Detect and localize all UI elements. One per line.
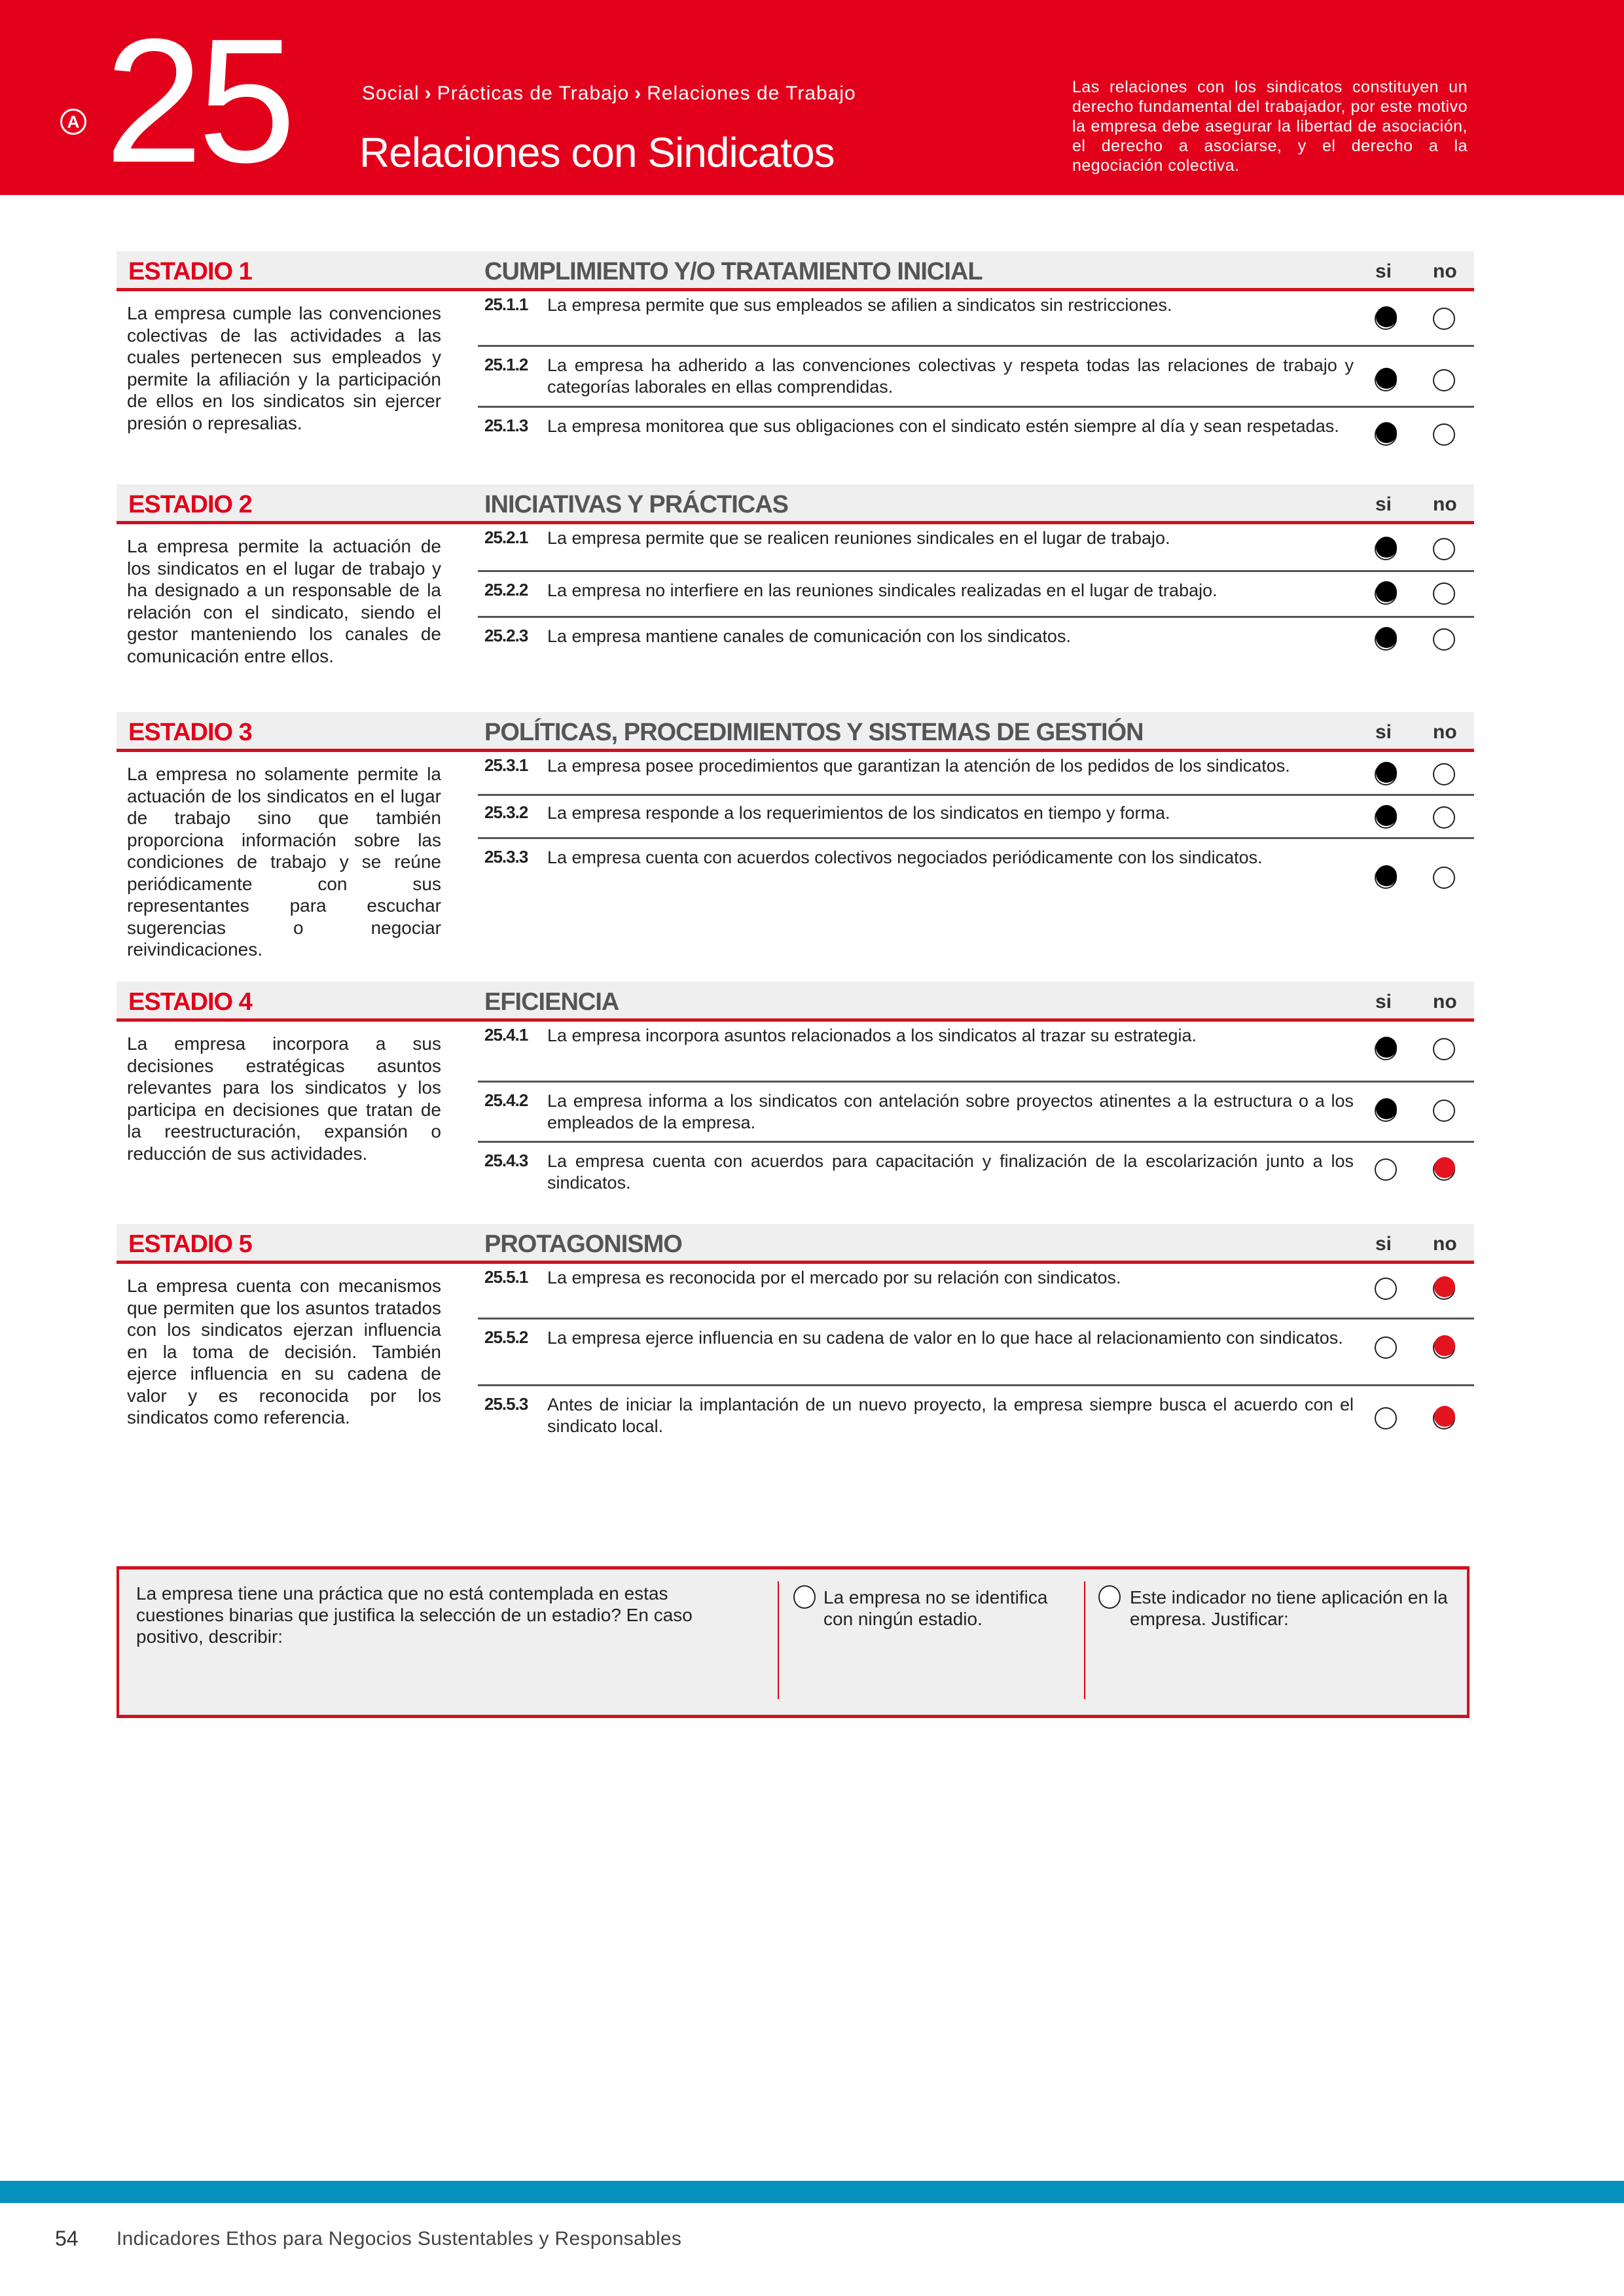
stage-category: POLÍTICAS, PROCEDIMIENTOS Y SISTEMAS DE GESTIÓN (484, 719, 1144, 746)
column-no-label: no (1433, 493, 1457, 515)
category-a-icon: A (60, 109, 86, 135)
additional-practice-box (117, 1566, 1470, 1718)
question-row (478, 572, 1474, 618)
breadcrumb (362, 82, 1017, 105)
question-number: 25.4.1 (484, 1025, 528, 1045)
selected-si-mark (1376, 581, 1397, 602)
question-row (478, 839, 1474, 899)
divider (1084, 1581, 1085, 1699)
question-number: 25.3.3 (484, 847, 528, 867)
question-row (478, 1386, 1474, 1446)
column-si-label: si (1375, 721, 1392, 743)
question-text: La empresa permite que se realicen reuniones sindicales en el lugar de trabajo. (547, 528, 1170, 548)
stage-description: La empresa cuenta con mecanismos que permiten que los asuntos tratados con los sindicatos ejerzan influencia en la toma de decisión. También ejerce influencia en su cadena de valor y es reconocida por los sindicatos como referencia. (127, 1276, 441, 1427)
breadcrumb-item[interactable]: Social (362, 82, 420, 104)
no-stage-label: La empresa no se identifica con ningún estadio. (823, 1587, 1048, 1629)
answer-no-radio[interactable] (1433, 763, 1455, 785)
selected-si-mark (1376, 762, 1397, 783)
stage-description: La empresa permite la actuación de los sindicatos en el lugar de trabajo y ha designado a un responsable de la relación con el sindicato, siendo el gestor manteniendo los canales de comunicación entre ellos. (127, 536, 441, 666)
divider (778, 1581, 779, 1699)
answer-si-radio[interactable] (1375, 1158, 1397, 1181)
stage-section (117, 484, 1474, 666)
stage-label: ESTADIO 1 (128, 258, 252, 285)
question-text: Antes de iniciar la implantación de un nuevo proyecto, la empresa siempre busca el acuerdo con el sindicato local. (547, 1395, 1354, 1436)
question-text: La empresa cuenta con acuerdos para capacitación y finalización de la escolarización junto a los sindicatos. (547, 1151, 1354, 1193)
stage-section (117, 712, 1474, 960)
question-number: 25.5.3 (484, 1394, 528, 1414)
question-list (478, 295, 1474, 460)
question-text: La empresa responde a los requerimientos de los sindicatos en tiempo y forma. (547, 803, 1170, 823)
question-number: 25.3.1 (484, 755, 528, 775)
question-text: La empresa cuenta con acuerdos colectivos negociados periódicamente con los sindicatos. (547, 848, 1263, 867)
column-no-label: no (1433, 991, 1457, 1013)
selected-no-mark (1434, 1406, 1455, 1427)
no-stage-radio[interactable] (793, 1585, 816, 1609)
stage-category: CUMPLIMIENTO Y/O TRATAMIENTO INICIAL (484, 258, 983, 285)
stage-label: ESTADIO 5 (128, 1230, 252, 1258)
question-text: La empresa monitorea que sus obligaciones con el sindicato estén siempre al día y sean respetadas. (547, 416, 1339, 436)
answer-si-radio[interactable] (1375, 1278, 1397, 1300)
answer-no-radio[interactable] (1433, 1100, 1455, 1122)
column-no-label: no (1433, 721, 1457, 743)
question-text: La empresa incorpora asuntos relacionados a los sindicatos al trazar su estrategia. (547, 1026, 1197, 1045)
question-number: 25.1.2 (484, 355, 528, 374)
question-number: 25.3.2 (484, 802, 528, 822)
question-row (478, 528, 1474, 572)
stage-category: EFICIENCIA (484, 988, 619, 1016)
answer-no-radio[interactable] (1433, 583, 1455, 605)
question-number: 25.5.1 (484, 1267, 528, 1287)
question-row (478, 1083, 1474, 1143)
question-text: La empresa ha adherido a las convenciones colectivas y respeta todas las relaciones de trabajo y categorías laborales en ellas comprendidas. (547, 355, 1354, 397)
question-row (478, 347, 1474, 408)
answer-no-radio[interactable] (1433, 369, 1455, 391)
chevron-right-icon: › (424, 82, 432, 104)
question-row (478, 755, 1474, 796)
selected-no-mark (1434, 1157, 1455, 1178)
question-row (478, 408, 1474, 460)
indicator-description: Las relaciones con los sindicatos constituyen un derecho fundamental del trabajador, por este motivo la empresa debe asegurar la libertad de asociación, el derecho a asociarse, y el derecho a la negociación colectiva. (1072, 78, 1468, 175)
stage-header (117, 484, 1474, 524)
question-list (478, 1025, 1474, 1203)
selected-si-mark (1376, 805, 1397, 826)
selected-si-mark (1376, 865, 1397, 886)
question-number: 25.1.3 (484, 416, 528, 435)
selected-si-mark (1376, 537, 1397, 558)
selected-si-mark (1376, 1037, 1397, 1058)
column-no-label: no (1433, 260, 1457, 282)
stage-label: ESTADIO 3 (128, 719, 252, 746)
stage-category: INICIATIVAS Y PRÁCTICAS (484, 491, 789, 518)
selected-no-mark (1434, 1276, 1455, 1297)
column-no-label: no (1433, 1233, 1457, 1255)
answer-no-radio[interactable] (1433, 628, 1455, 651)
selected-si-mark (1376, 368, 1397, 389)
breadcrumb-item[interactable]: Relaciones de Trabajo (647, 82, 856, 104)
stage-header (117, 712, 1474, 752)
answer-no-radio[interactable] (1433, 423, 1455, 446)
question-number: 25.4.2 (484, 1090, 528, 1110)
question-row (478, 1143, 1474, 1203)
stage-description: La empresa no solamente permite la actuación de los sindicatos en el lugar de trabajo sino que también proporciona información sobre las condiciones de trabajo y se reúne periódicamente con sus representantes para escuchar sugerencias o negociar reivindicaciones. (127, 764, 441, 960)
not-applicable-label: Este indicador no tiene aplicación en la empresa. Justificar: (1130, 1587, 1448, 1629)
answer-no-radio[interactable] (1433, 806, 1455, 829)
question-text: La empresa mantiene canales de comunicación con los sindicatos. (547, 626, 1071, 646)
question-text: La empresa es reconocida por el mercado por su relación con sindicatos. (547, 1268, 1121, 1287)
question-number: 25.5.2 (484, 1327, 528, 1347)
stage-section (117, 982, 1474, 1193)
not-applicable-radio[interactable] (1098, 1585, 1121, 1609)
question-number: 25.2.2 (484, 580, 528, 600)
selected-si-mark (1376, 627, 1397, 648)
question-text: La empresa informa a los sindicatos con antelación sobre proyectos atinentes a la estructura o a los empleados de la empresa. (547, 1091, 1354, 1132)
breadcrumb-item[interactable]: Prácticas de Trabajo (437, 82, 630, 104)
column-si-label: si (1375, 493, 1392, 515)
question-row (478, 1025, 1474, 1083)
question-text: La empresa permite que sus empleados se afilien a sindicatos sin restricciones. (547, 295, 1172, 315)
question-row (478, 618, 1474, 665)
column-si-label: si (1375, 260, 1392, 282)
answer-no-radio[interactable] (1433, 1038, 1455, 1060)
stage-header (117, 251, 1474, 291)
question-number: 25.4.3 (484, 1151, 528, 1170)
column-si-label: si (1375, 1233, 1392, 1255)
stage-section (117, 1224, 1474, 1436)
publication-title: Indicadores Ethos para Negocios Sustentables y Responsables (117, 2228, 682, 2250)
footer-band (0, 2181, 1624, 2203)
other-practice-question: La empresa tiene una práctica que no está contemplada en estas cuestiones binarias que justifica la selección de un estadio? En caso positivo, describir: (136, 1583, 693, 1647)
indicator-number: 25 (105, 3, 291, 200)
column-si-label: si (1375, 991, 1392, 1013)
answer-no-radio[interactable] (1433, 308, 1455, 330)
stage-header (117, 1224, 1474, 1264)
stage-description: La empresa incorpora a sus decisiones estratégicas asuntos relevantes para los sindicatos y los participa en decisiones que tratan de la reestructuración, expansión o reducción de sus actividades. (127, 1033, 441, 1164)
stage-label: ESTADIO 4 (128, 988, 252, 1016)
selected-si-mark (1376, 422, 1397, 443)
stage-section (117, 251, 1474, 436)
question-number: 25.2.1 (484, 528, 528, 547)
question-text: La empresa posee procedimientos que garantizan la atención de los pedidos de los sindicatos. (547, 756, 1290, 776)
answer-si-radio[interactable] (1375, 1336, 1397, 1359)
answer-no-radio[interactable] (1433, 867, 1455, 889)
indicator-header (0, 0, 1624, 200)
question-row (478, 1267, 1474, 1319)
question-list (478, 1267, 1474, 1446)
selected-si-mark (1376, 1098, 1397, 1119)
question-row (478, 796, 1474, 839)
question-list (478, 755, 1474, 899)
question-row (478, 1319, 1474, 1386)
stage-description: La empresa cumple las convenciones colectivas de las actividades a las cuales pertenecen sus empleados y permite la afiliación y la participación de ellos en los sindicatos sin ejercer presión o represalias. (127, 303, 441, 433)
chevron-right-icon: › (634, 82, 642, 104)
page-title: Relaciones con Sindicatos (359, 129, 835, 176)
stage-category: PROTAGONISMO (484, 1230, 682, 1258)
selected-no-mark (1434, 1335, 1455, 1356)
question-row (478, 295, 1474, 347)
question-text: La empresa ejerce influencia en su cadena de valor en lo que hace al relacionamiento con sindicatos. (547, 1328, 1343, 1348)
page-number: 54 (55, 2227, 79, 2250)
question-text: La empresa no interfiere en las reuniones sindicales realizadas en el lugar de trabajo. (547, 581, 1218, 600)
stage-header (117, 982, 1474, 1022)
question-number: 25.2.3 (484, 626, 528, 645)
selected-si-mark (1376, 306, 1397, 327)
stage-label: ESTADIO 2 (128, 491, 252, 518)
question-number: 25.1.1 (484, 295, 528, 314)
answer-no-radio[interactable] (1433, 538, 1455, 560)
answer-si-radio[interactable] (1375, 1407, 1397, 1429)
question-list (478, 528, 1474, 665)
